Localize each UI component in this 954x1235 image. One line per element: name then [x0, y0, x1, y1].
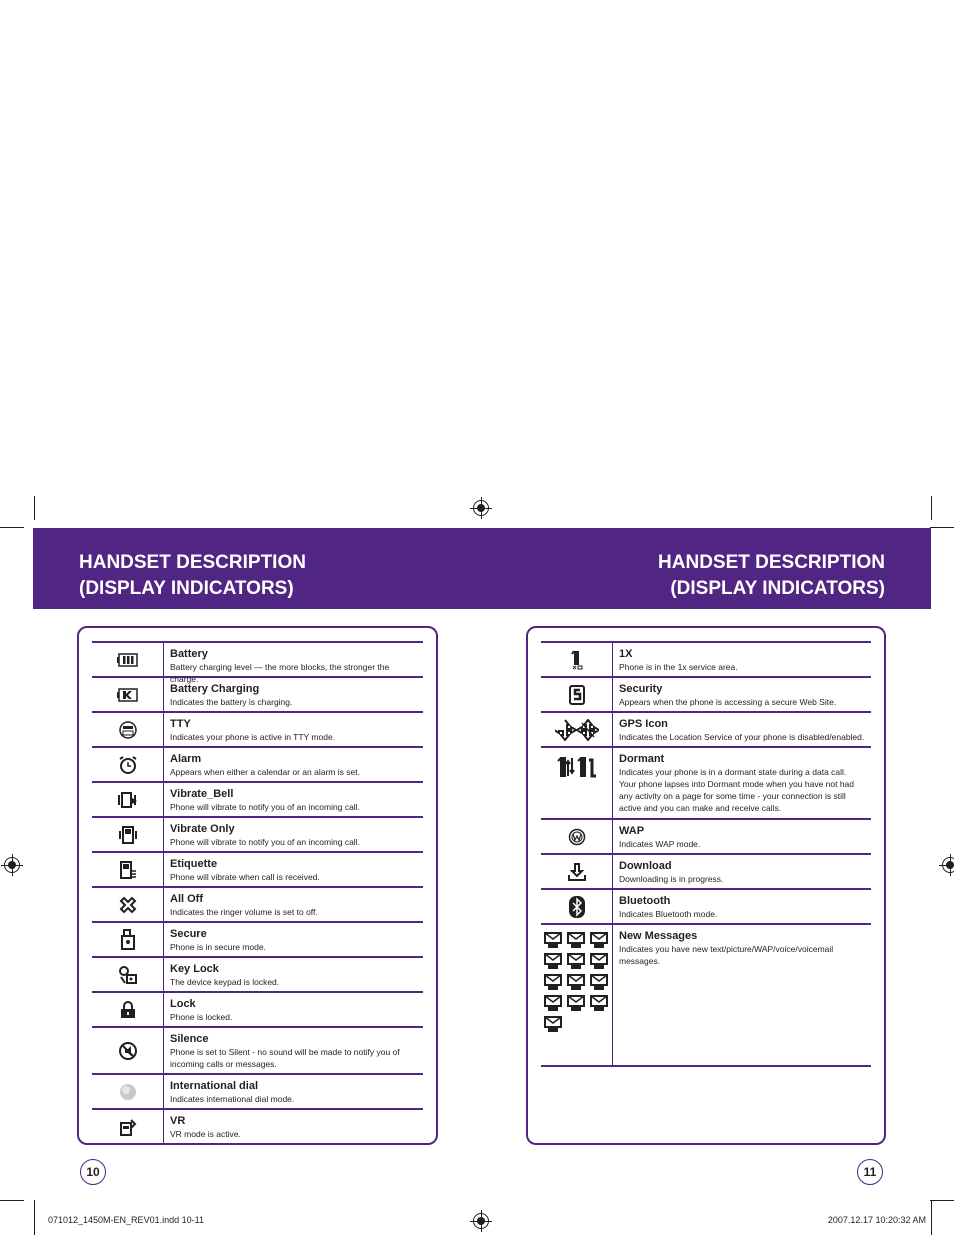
bluetooth-icon	[541, 890, 613, 923]
battery-icon	[92, 643, 164, 676]
title-line: HANDSET DESCRIPTION	[658, 552, 885, 573]
message-glyph-icon	[544, 994, 564, 1012]
crop-mark	[930, 1200, 954, 1201]
page-title-left	[79, 550, 306, 602]
indicator-title: Security	[619, 683, 663, 695]
page-number-left: 10	[80, 1159, 106, 1185]
registration-mark-icon	[4, 857, 20, 873]
indicator-title: GPS Icon	[619, 718, 668, 730]
table-row	[92, 1028, 423, 1075]
table-row	[92, 888, 423, 923]
message-glyph-icon	[567, 952, 587, 970]
indicator-panel-left	[77, 626, 438, 1145]
indicator-desc: Indicates international dial mode.	[170, 1094, 295, 1104]
table-row	[92, 1075, 423, 1110]
indicator-title: Etiquette	[170, 858, 218, 870]
indicator-desc: Indicates your phone is active in TTY mode.	[170, 732, 336, 742]
vr-icon	[92, 1110, 164, 1143]
indicator-desc: Phone will vibrate to notify you of an incoming call.	[170, 802, 360, 812]
secure-icon	[92, 923, 164, 956]
indicator-desc: Downloading is in progress.	[619, 874, 724, 884]
table-row	[541, 925, 871, 1067]
message-glyph-icon	[567, 973, 587, 991]
indicator-title: WAP	[619, 825, 645, 837]
table-row	[92, 993, 423, 1028]
wap-icon	[541, 820, 613, 853]
indicator-title: 1X	[619, 648, 633, 660]
etiquette-icon	[92, 853, 164, 886]
indicator-desc: Indicates WAP mode.	[619, 839, 701, 849]
all-off-icon	[92, 888, 164, 921]
indicator-desc: Indicates the Location Service of your phone is disabled/enabled.	[619, 732, 865, 742]
crop-mark	[34, 1200, 35, 1235]
indicator-desc: VR mode is active.	[170, 1129, 241, 1139]
indicator-desc: Indicates your phone is in a dormant state during a data call. Your phone lapses into Dormant mode when you have not had any activity on a page for some time - your connection is still active and you can make and receive calls.	[619, 767, 855, 813]
message-icon-grid	[544, 925, 610, 1039]
tty-icon	[92, 713, 164, 746]
indicator-desc: Indicates the battery is charging.	[170, 697, 293, 707]
page-title-right	[658, 550, 885, 602]
table-row	[541, 713, 871, 748]
message-glyph-icon	[544, 1015, 564, 1033]
table-row	[541, 643, 871, 678]
registration-mark-icon	[942, 857, 954, 873]
crop-mark	[0, 1200, 24, 1201]
indicator-desc: Battery charging level — the more blocks, the stronger the charge.	[170, 662, 390, 684]
indicator-desc: The device keypad is locked.	[170, 977, 280, 987]
indicator-title: Secure	[170, 928, 207, 940]
battery-charging-icon	[92, 678, 164, 711]
indicator-title: VR	[170, 1115, 186, 1127]
gps-icon	[541, 713, 613, 746]
message-glyph-icon	[544, 931, 564, 949]
indicator-desc: Appears when the phone is accessing a secure Web Site.	[619, 697, 837, 707]
download-icon	[541, 855, 613, 888]
table-row	[541, 855, 871, 890]
indicator-table-left	[92, 641, 423, 1145]
international-dial-icon	[92, 1075, 164, 1108]
indicator-desc: Phone will vibrate when call is received.	[170, 872, 320, 882]
indicator-desc: Phone is in secure mode.	[170, 942, 266, 952]
indicator-desc: Phone is locked.	[170, 1012, 233, 1022]
table-row	[92, 748, 423, 783]
header-banner	[33, 528, 931, 609]
message-glyph-icon	[590, 952, 610, 970]
message-glyph-icon	[590, 994, 610, 1012]
crop-mark	[34, 496, 35, 520]
indicator-table-right	[541, 641, 871, 1067]
indicator-desc: Phone will vibrate to notify you of an incoming call.	[170, 837, 360, 847]
crop-mark	[931, 496, 932, 520]
indicator-title: Alarm	[170, 753, 202, 765]
indicator-title: Vibrate Only	[170, 823, 235, 835]
key-lock-icon	[92, 958, 164, 991]
alarm-icon	[92, 748, 164, 781]
table-row	[541, 748, 871, 820]
table-row	[92, 958, 423, 993]
message-glyph-icon	[590, 973, 610, 991]
page-number-right: 11	[857, 1159, 883, 1185]
silence-icon	[92, 1028, 164, 1073]
lock-icon	[92, 993, 164, 1026]
indicator-title: International dial	[170, 1080, 259, 1092]
table-row	[92, 923, 423, 958]
table-row	[92, 818, 423, 853]
message-glyph-icon	[544, 973, 564, 991]
table-row	[92, 1110, 423, 1145]
title-line: (DISPLAY INDICATORS)	[670, 578, 885, 599]
crop-mark	[930, 527, 954, 528]
indicator-desc: Phone is in the 1x service area.	[619, 662, 738, 672]
registration-mark-icon	[473, 500, 489, 516]
table-row	[92, 713, 423, 748]
message-glyph-icon	[544, 952, 564, 970]
indicator-title: Download	[619, 860, 672, 872]
crop-mark	[931, 1200, 932, 1235]
message-glyph-icon	[567, 994, 587, 1012]
vibrate-bell-icon	[92, 783, 164, 816]
security-icon	[541, 678, 613, 711]
new-messages-icon	[541, 925, 613, 1065]
table-row	[92, 678, 423, 713]
indicator-title: Battery Charging	[170, 683, 260, 695]
indicator-title: New Messages	[619, 930, 698, 942]
title-line: HANDSET DESCRIPTION	[79, 552, 306, 573]
indicator-title: Vibrate_Bell	[170, 788, 234, 800]
indicator-title: TTY	[170, 718, 191, 730]
indicator-title: Key Lock	[170, 963, 219, 975]
indicator-title: All Off	[170, 893, 203, 905]
dormant-icon	[541, 748, 613, 818]
message-glyph-icon	[590, 931, 610, 949]
table-row	[92, 643, 423, 684]
indicator-desc: Indicates the ringer volume is set to off.	[170, 907, 318, 917]
indicator-desc: Indicates you have new text/picture/WAP/voice/voicemail messages.	[619, 944, 834, 966]
crop-mark	[0, 527, 24, 528]
table-row	[541, 820, 871, 855]
table-row	[92, 853, 423, 888]
footer-filename: 071012_1450M-EN_REV01.indd 10-11	[48, 1215, 204, 1225]
footer-timestamp: 2007.12.17 10:20:32 AM	[827, 1215, 926, 1225]
registration-mark-icon	[473, 1213, 489, 1229]
1x-icon	[541, 643, 613, 676]
table-row	[92, 783, 423, 818]
indicator-title: Bluetooth	[619, 895, 671, 907]
indicator-desc: Appears when either a calendar or an alarm is set.	[170, 767, 360, 777]
indicator-panel-right	[526, 626, 886, 1145]
indicator-title: Silence	[170, 1033, 209, 1045]
table-row	[541, 678, 871, 713]
indicator-title: Battery	[170, 648, 208, 660]
vibrate-only-icon	[92, 818, 164, 851]
indicator-title: Dormant	[619, 753, 665, 765]
title-line: (DISPLAY INDICATORS)	[79, 578, 294, 599]
indicator-desc: Phone is set to Silent - no sound will be made to notify you of incoming calls or messages.	[170, 1047, 400, 1069]
indicator-desc: Indicates Bluetooth mode.	[619, 909, 718, 919]
message-glyph-icon	[567, 931, 587, 949]
table-row	[541, 890, 871, 925]
indicator-title: Lock	[170, 998, 196, 1010]
